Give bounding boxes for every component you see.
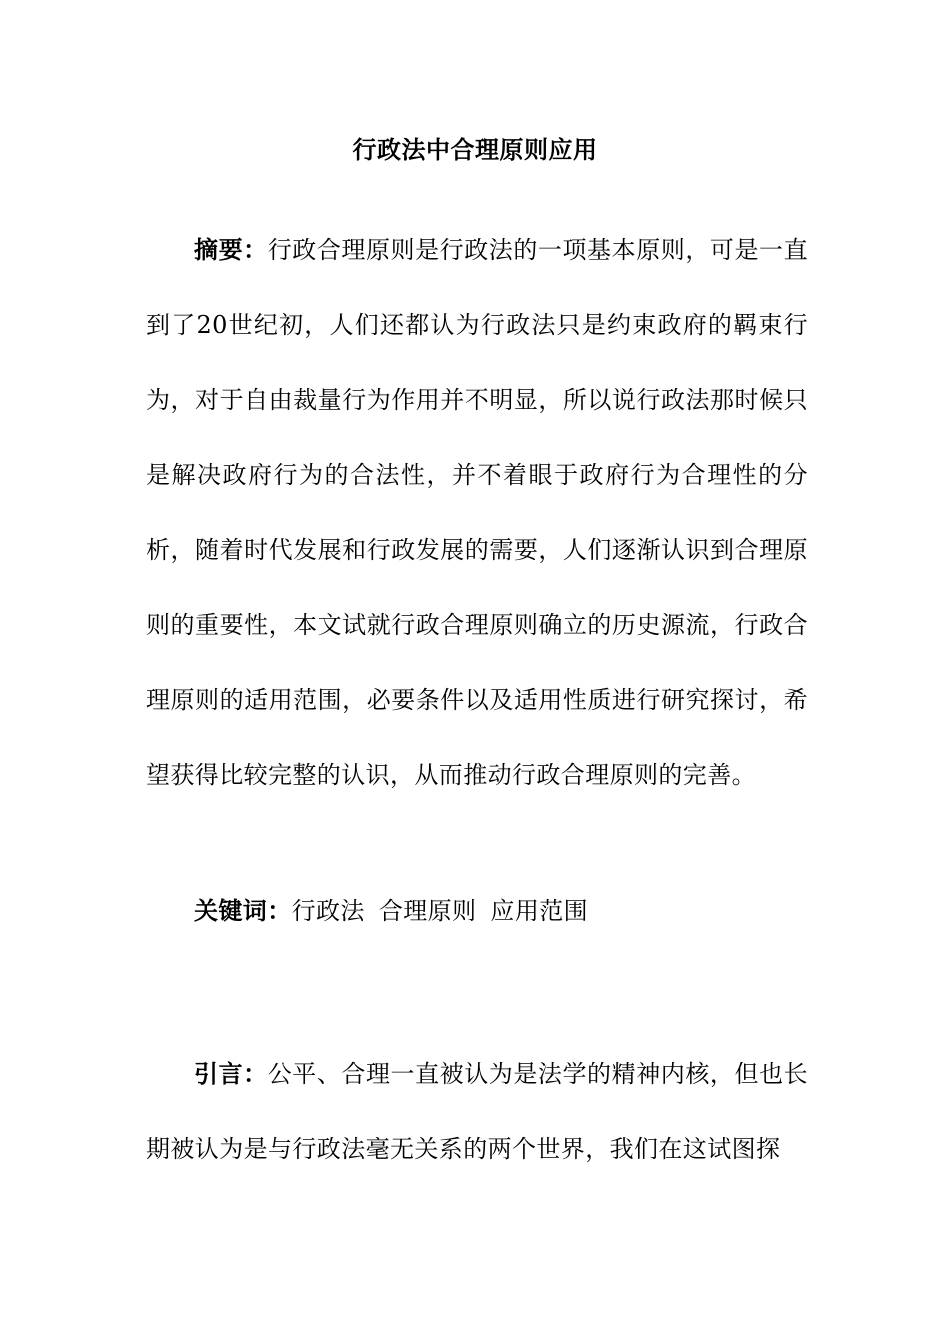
keywords-paragraph: [146, 873, 808, 949]
keyword-item: 合理原则: [378, 897, 477, 925]
abstract-paragraph: [146, 212, 808, 813]
abstract-label: 摘要：: [194, 235, 268, 264]
keyword-item: 应用范围: [490, 897, 589, 925]
keywords-label: 关键词：: [194, 896, 292, 925]
abstract-text: 行政合理原则是行政法的一项基本原则，可是一直到了20世纪初，人们还都认为行政法只是约束政府的羁束行为，对于自由裁量行为作用并不明显，所以说行政法那时候只是解决政府行为的合法性，并不着眼于政府行为合理性的分析，随着时代发展和行政发展的需要，人们逐渐认识到合理原则的重要性，本文试就行政合理原则确立的历史源流，行政合理原则的适用范围，必要条件以及适用性质进行研究探讨，希望获得比较完整的认识，从而推动行政合理原则的完善。: [146, 236, 808, 789]
intro-label: 引言：: [194, 1059, 268, 1088]
intro-paragraph: [146, 1036, 808, 1187]
keyword-item: 行政法: [291, 897, 365, 925]
intro-text: 公平、合理一直被认为是法学的精神内核，但也长期被认为是与行政法毫无关系的两个世界，我们在这试图探: [146, 1060, 808, 1163]
document-title: 行政法中合理原则应用: [352, 135, 598, 164]
